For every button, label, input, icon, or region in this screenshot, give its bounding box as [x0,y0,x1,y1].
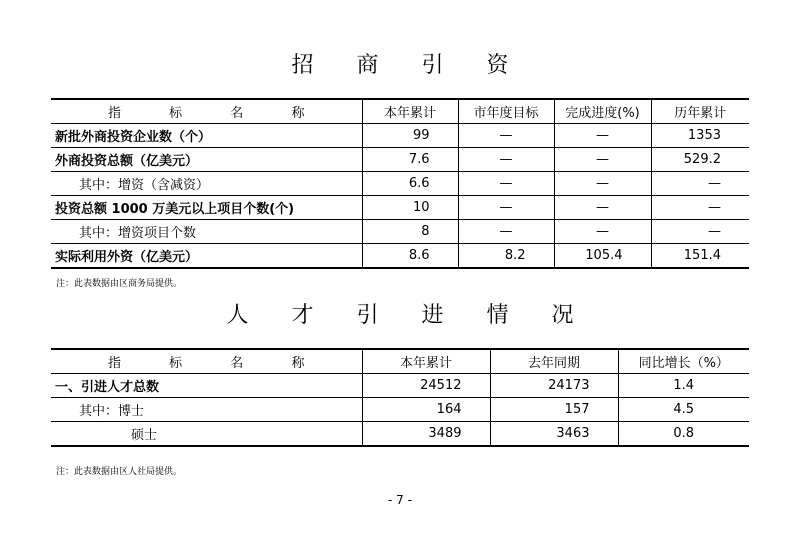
header-indicator-name: 指 标 名 称 [51,349,362,374]
cell-value: — [554,124,651,148]
row-label: 其中：博士 [51,398,362,422]
cell-value: — [651,196,749,220]
cell-value: 0.8 [618,422,749,447]
cell-value: — [458,220,554,244]
cell-value: 99 [362,124,458,148]
row-label: 其中：增资项目个数 [51,220,362,244]
header-indicator-name: 指 标 名 称 [51,99,362,124]
table-row [51,398,749,422]
header-historical-total: 历年累计 [651,99,749,124]
cell-value: 6.6 [362,172,458,196]
table-row [51,172,749,196]
table-row [51,220,749,244]
table-note: 注：此表数据由区人社局提供。 [56,467,183,477]
cell-value: 24173 [490,374,618,398]
cell-value: — [554,220,651,244]
investment-table [51,98,749,269]
table-header-row [51,99,749,124]
table-row [51,374,749,398]
cell-value: 8.2 [458,244,554,269]
table-header-row [51,349,749,374]
cell-value: — [651,172,749,196]
header-ytd: 本年累计 [362,349,490,374]
row-label: 新批外商投资企业数（个） [51,124,362,148]
table-row [51,124,749,148]
cell-value: 1.4 [618,374,749,398]
cell-value: 3489 [362,422,490,447]
table-row [51,196,749,220]
cell-value: 24512 [362,374,490,398]
cell-value: 3463 [490,422,618,447]
table-row [51,148,749,172]
cell-value: 4.5 [618,398,749,422]
page-number: - 7 - [388,493,412,507]
row-label: 一、引进人才总数 [51,374,362,398]
cell-value: — [458,196,554,220]
row-label: 外商投资总额（亿美元） [51,148,362,172]
cell-value: — [458,172,554,196]
cell-value: 529.2 [651,148,749,172]
row-label: 实际利用外资（亿美元） [51,244,362,269]
cell-value: — [458,124,554,148]
table-note: 注：此表数据由区商务局提供。 [56,279,183,289]
header-last-year: 去年同期 [490,349,618,374]
section-title-talent: 人 才 引 进 情 况 [226,303,592,328]
talent-table [51,348,749,447]
section-title-investment: 招 商 引 资 [291,53,527,78]
cell-value: — [554,172,651,196]
header-progress: 完成进度(%) [554,99,651,124]
header-ytd: 本年累计 [362,99,458,124]
cell-value: 8.6 [362,244,458,269]
cell-value: 105.4 [554,244,651,269]
cell-value: 7.6 [362,148,458,172]
table-row [51,244,749,269]
row-label: 硕士 [51,422,362,447]
cell-value: 157 [490,398,618,422]
row-label: 投资总额 1000 万美元以上项目个数(个) [51,196,362,220]
row-label: 其中：增资（含减资） [51,172,362,196]
cell-value: — [554,148,651,172]
cell-value: 8 [362,220,458,244]
cell-value: — [554,196,651,220]
cell-value: 151.4 [651,244,749,269]
table-row [51,422,749,447]
header-yoy-growth: 同比增长（%） [618,349,749,374]
cell-value: 10 [362,196,458,220]
cell-value: 1353 [651,124,749,148]
cell-value: — [458,148,554,172]
cell-value: — [651,220,749,244]
header-annual-target: 市年度目标 [458,99,554,124]
cell-value: 164 [362,398,490,422]
